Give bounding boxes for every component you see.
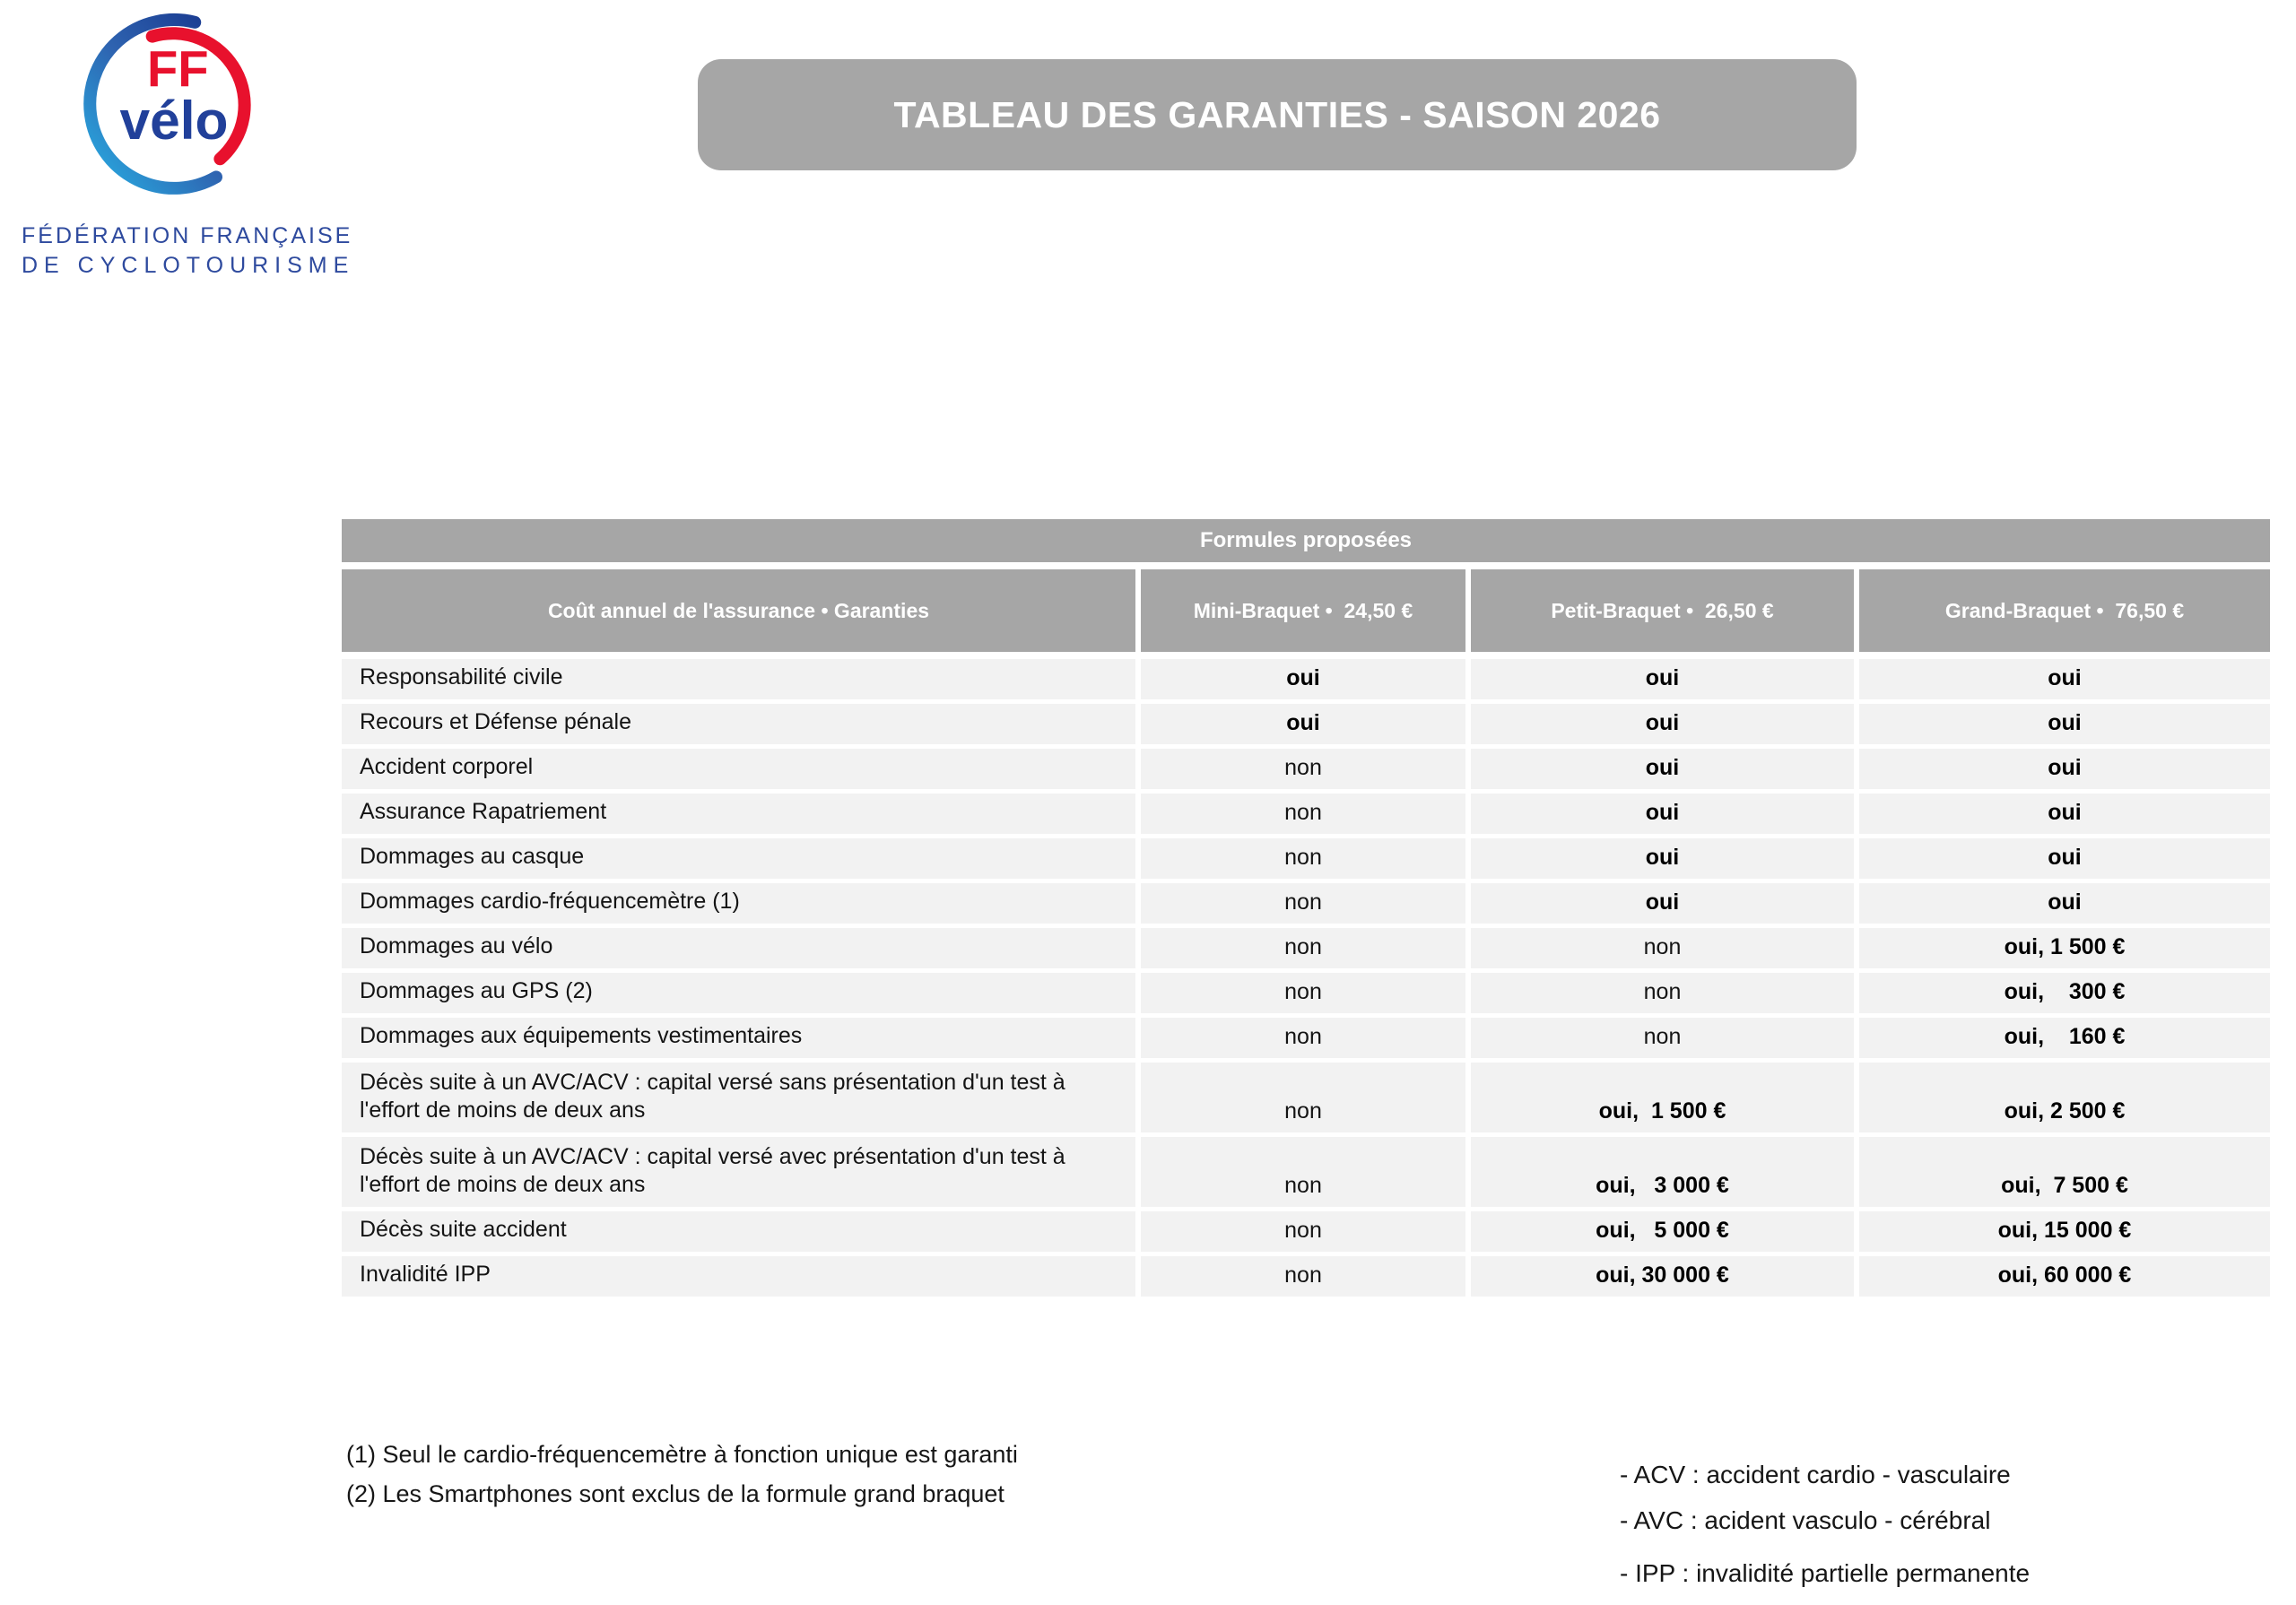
petit-braquet-value: non: [1471, 973, 1854, 1013]
table-row: [342, 749, 2270, 789]
grand-braquet-value: oui: [1859, 794, 2270, 834]
petit-braquet-value: oui: [1471, 794, 1854, 834]
column-header-grand-braquet: Grand-Braquet • 76,50 €: [1859, 569, 2270, 652]
mini-braquet-value: non: [1141, 794, 1465, 834]
garantie-label: Décès suite à un AVC/ACV : capital versé sans présentation d'un test à l'effort de moins de deux ans: [342, 1063, 1135, 1132]
table-row: [342, 704, 2270, 744]
petit-braquet-value: oui, 3 000 €: [1471, 1137, 1854, 1207]
table-row: [342, 883, 2270, 924]
footnote-2: (2) Les Smartphones sont exclus de la formule grand braquet: [346, 1480, 1004, 1507]
footnotes-right: [1620, 1460, 2030, 1589]
logo-monogram-velo: vélo: [119, 89, 229, 151]
table-column-headers: [342, 569, 2270, 652]
page-title: TABLEAU DES GARANTIES - SAISON 2026: [893, 93, 1661, 135]
garantie-label: Décès suite à un AVC/ACV : capital versé avec présentation d'un test à l'effort de moins de deux ans: [342, 1137, 1135, 1207]
table-row: [342, 1211, 2270, 1252]
petit-braquet-value: oui, 5 000 €: [1471, 1211, 1854, 1252]
grand-braquet-value: oui, 160 €: [1859, 1018, 2270, 1058]
column-header-petit-braquet: Petit-Braquet • 26,50 €: [1471, 569, 1854, 652]
mini-braquet-value: non: [1141, 1211, 1465, 1252]
mini-braquet-value: non: [1141, 883, 1465, 924]
table-row: [342, 1063, 2270, 1132]
mini-braquet-value: non: [1141, 1063, 1465, 1132]
grand-braquet-value: oui, 7 500 €: [1859, 1137, 2270, 1207]
mini-braquet-value: oui: [1141, 704, 1465, 744]
table-group-header: Formules proposées: [342, 519, 2270, 562]
garantie-label: Invalidité IPP: [342, 1256, 1135, 1297]
petit-braquet-value: oui: [1471, 883, 1854, 924]
mini-braquet-value: non: [1141, 973, 1465, 1013]
grand-braquet-value: oui: [1859, 838, 2270, 879]
table-row: [342, 794, 2270, 834]
garantie-label: Accident corporel: [342, 749, 1135, 789]
federation-name-line1: FÉDÉRATION FRANÇAISE: [22, 223, 353, 248]
grand-braquet-value: oui, 300 €: [1859, 973, 2270, 1013]
garantie-label: Dommages au vélo: [342, 928, 1135, 968]
garantie-label: Dommages cardio-fréquencemètre (1): [342, 883, 1135, 924]
table-row: [342, 659, 2270, 699]
footnote-acv: - ACV : accident cardio - vasculaire: [1620, 1461, 2011, 1488]
petit-braquet-value: oui, 30 000 €: [1471, 1256, 1854, 1297]
garantie-label: Dommages aux équipements vestimentaires: [342, 1018, 1135, 1058]
mini-braquet-value: oui: [1141, 659, 1465, 699]
table-row: [342, 928, 2270, 968]
footnote-1: (1) Seul le cardio-fréquencemètre à fonction unique est garanti: [346, 1441, 1018, 1468]
grand-braquet-value: oui: [1859, 883, 2270, 924]
petit-braquet-value: oui: [1471, 704, 1854, 744]
garantie-label: Recours et Défense pénale: [342, 704, 1135, 744]
petit-braquet-value: oui, 1 500 €: [1471, 1063, 1854, 1132]
petit-braquet-value: non: [1471, 928, 1854, 968]
table-row: [342, 1018, 2270, 1058]
grand-braquet-value: oui, 60 000 €: [1859, 1256, 2270, 1297]
mini-braquet-value: non: [1141, 1256, 1465, 1297]
petit-braquet-value: oui: [1471, 749, 1854, 789]
grand-braquet-value: oui: [1859, 659, 2270, 699]
title-banner: [698, 59, 1857, 170]
grand-braquet-value: oui, 2 500 €: [1859, 1063, 2270, 1132]
mini-braquet-value: non: [1141, 749, 1465, 789]
logo-monogram-ff: FF: [147, 40, 209, 98]
table-row: [342, 973, 2270, 1013]
garanties-table: [342, 519, 2270, 1297]
column-header-mini-braquet: Mini-Braquet • 24,50 €: [1141, 569, 1465, 652]
petit-braquet-value: oui: [1471, 838, 1854, 879]
grand-braquet-value: oui: [1859, 749, 2270, 789]
column-header-garanties: Coût annuel de l'assurance • Garanties: [342, 569, 1135, 652]
grand-braquet-value: oui: [1859, 704, 2270, 744]
garantie-label: Responsabilité civile: [342, 659, 1135, 699]
table-row: [342, 1137, 2270, 1207]
garantie-label: Assurance Rapatriement: [342, 794, 1135, 834]
garantie-label: Dommages au GPS (2): [342, 973, 1135, 1013]
garantie-label: Décès suite accident: [342, 1211, 1135, 1252]
mini-braquet-value: non: [1141, 928, 1465, 968]
mini-braquet-value: non: [1141, 1137, 1465, 1207]
petit-braquet-value: oui: [1471, 659, 1854, 699]
footnote-avc: - AVC : acident vasculo - cérébral: [1620, 1506, 1991, 1534]
table-row: [342, 1256, 2270, 1297]
table-row: [342, 838, 2270, 879]
table-body: [342, 659, 2270, 1297]
grand-braquet-value: oui, 15 000 €: [1859, 1211, 2270, 1252]
mini-braquet-value: non: [1141, 838, 1465, 879]
mini-braquet-value: non: [1141, 1018, 1465, 1058]
footnote-ipp: - IPP : invalidité partielle permanente: [1620, 1559, 2031, 1587]
garantie-label: Dommages au casque: [342, 838, 1135, 879]
federation-name: [22, 221, 354, 281]
petit-braquet-value: non: [1471, 1018, 1854, 1058]
grand-braquet-value: oui, 1 500 €: [1859, 928, 2270, 968]
federation-name-line2: DE CYCLOTOURISME: [22, 253, 355, 278]
footnotes-left: [346, 1439, 1018, 1518]
ffvelo-logo-icon: [77, 7, 271, 201]
